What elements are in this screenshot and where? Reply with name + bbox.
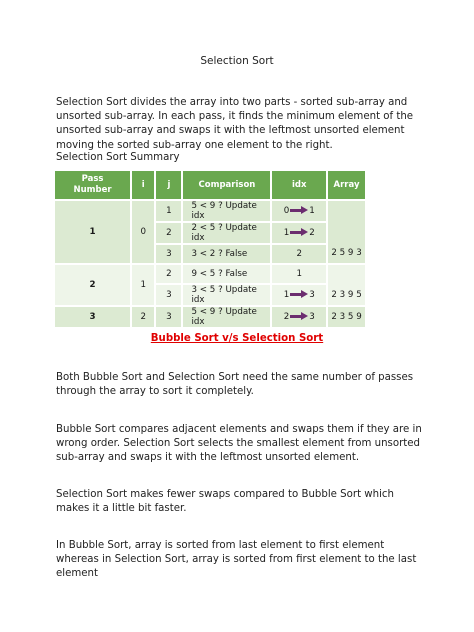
idx-from: 0 (283, 206, 290, 216)
j-cell: 3 (156, 307, 181, 327)
paragraph-swaps: Bubble Sort compares adjacent elements and swaps them if they are in wrong order. Selection Sort selects the smallest element from unsorted sub-array and swaps it with the leftmost unsorted element. (56, 424, 422, 464)
table-row (55, 265, 365, 283)
comparison-cell: 3 < 2 ? False (183, 245, 270, 263)
comparison-cell: 3 < 5 ? Update idx (183, 285, 270, 305)
summary-heading: Selection Sort Summary (56, 152, 180, 163)
j-cell: 2 (156, 265, 181, 283)
idx-cell (272, 307, 326, 327)
idx-to: 3 (309, 312, 315, 322)
pass-cell: 1 (55, 201, 130, 263)
paragraph-order: In Bubble Sort, array is sorted from last element to first element whereas in Selection Sort, array is sorted from first element to the last element (56, 540, 417, 580)
paragraph-faster: Selection Sort makes fewer swaps compared to Bubble Sort which makes it a little bit faster. (56, 489, 394, 515)
header-array: Array (328, 171, 365, 199)
arrow-right-icon (290, 229, 308, 236)
arrow-right-icon (290, 313, 308, 320)
idx-cell (272, 201, 326, 221)
idx-from: 1 (283, 228, 290, 238)
idx-to: 3 (309, 290, 315, 300)
idx-cell (272, 223, 326, 243)
array-cell (328, 201, 365, 263)
page-title: Selection Sort (200, 55, 274, 67)
header-idx: idx (272, 171, 326, 199)
pass-cell: 3 (55, 307, 130, 327)
j-cell: 2 (156, 223, 181, 243)
comparison-heading-link[interactable]: Bubble Sort v/s Selection Sort (150, 333, 324, 344)
j-cell: 1 (156, 201, 181, 221)
idx-from: 1 (283, 290, 290, 300)
array-value: 2 5 9 3 (331, 248, 362, 258)
idx-to: 2 (309, 228, 315, 238)
comparison-cell: 5 < 9 ? Update idx (183, 201, 270, 221)
table-row (55, 307, 365, 327)
idx-cell: 1 (272, 265, 326, 283)
array-cell (328, 265, 365, 305)
j-cell: 3 (156, 285, 181, 305)
header-pass-number: Pass Number (55, 171, 130, 199)
header-comparison: Comparison (183, 171, 270, 199)
j-cell: 3 (156, 245, 181, 263)
arrow-right-icon (290, 207, 308, 214)
intro-paragraph: Selection Sort divides the array into two parts - sorted sub-array and unsorted sub-array. In each pass, it finds the minimum element of the unsorted sub-array and swaps it with the leftmost unsorted element moving the sorted sub-array one element to the right. (56, 97, 414, 151)
arrow-right-icon (290, 291, 308, 298)
header-i: i (132, 171, 154, 199)
idx-from: 2 (283, 312, 290, 322)
pass-cell: 2 (55, 265, 130, 305)
paragraph-passes: Both Bubble Sort and Selection Sort need the same number of passes through the array to sort it completely. (56, 372, 414, 398)
i-cell: 0 (132, 201, 154, 263)
idx-cell (272, 285, 326, 305)
i-cell: 2 (132, 307, 154, 327)
comparison-cell: 2 < 5 ? Update idx (183, 223, 270, 243)
i-cell: 1 (132, 265, 154, 305)
table-row (55, 201, 365, 221)
array-cell: 2 3 5 9 (328, 307, 365, 327)
comparison-cell: 9 < 5 ? False (183, 265, 270, 283)
idx-to: 1 (309, 206, 315, 216)
selection-sort-summary-table (53, 169, 367, 329)
idx-cell: 2 (272, 245, 326, 263)
array-value: 2 3 9 5 (331, 290, 362, 300)
table-header-row (55, 171, 365, 199)
comparison-cell: 5 < 9 ? Update idx (183, 307, 270, 327)
header-j: j (156, 171, 181, 199)
